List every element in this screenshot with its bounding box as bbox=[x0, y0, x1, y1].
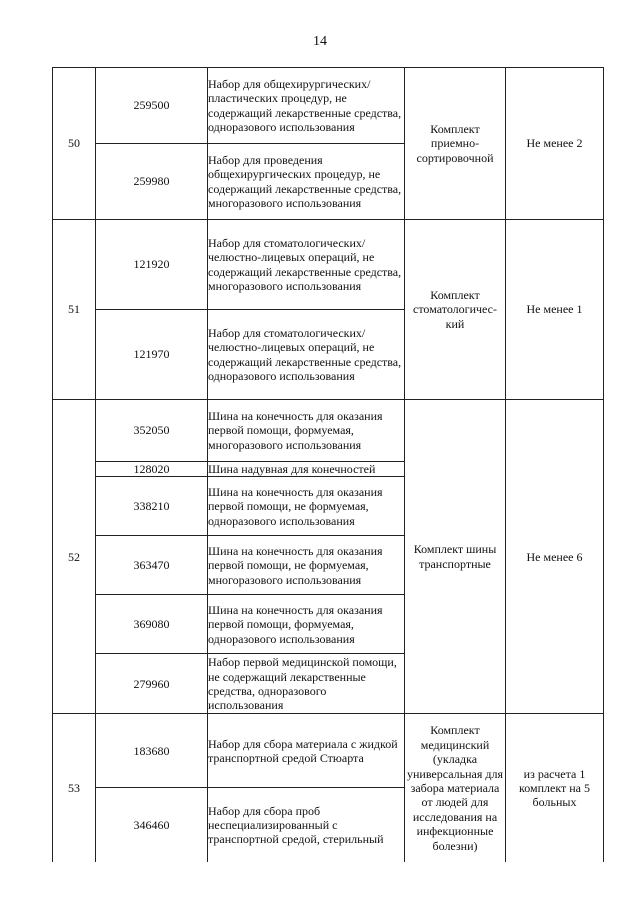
item-code: 352050 bbox=[96, 400, 208, 462]
item-code: 338210 bbox=[96, 477, 208, 536]
item-code: 363470 bbox=[96, 536, 208, 595]
item-name: Набор для стоматологических/челюстно-лицевых операций, не содержащий лекарственные средства, одноразового использования bbox=[208, 310, 405, 400]
item-code: 121970 bbox=[96, 310, 208, 400]
item-code: 259500 bbox=[96, 68, 208, 144]
item-name: Шина на конечность для оказания первой помощи, не формуемая, многоразового использования bbox=[208, 536, 405, 595]
row-number: 53 bbox=[53, 714, 96, 862]
row-number: 50 bbox=[53, 68, 96, 220]
item-code: 121920 bbox=[96, 220, 208, 310]
table-row bbox=[53, 714, 604, 788]
row-number: 51 bbox=[53, 220, 96, 400]
kit-name: Комплект медицинский (укладка универсальная для забора материала от людей для исследования на инфекционные болезни) bbox=[405, 714, 506, 862]
quantity: Не менее 2 bbox=[506, 68, 604, 220]
quantity: Не менее 1 bbox=[506, 220, 604, 400]
item-code: 346460 bbox=[96, 788, 208, 862]
quantity: из расчета 1 комплект на 5 больных bbox=[506, 714, 604, 862]
row-number: 52 bbox=[53, 400, 96, 714]
item-name: Набор первой медицинской помощи, не содержащий лекарственные средства, одноразового использования bbox=[208, 654, 405, 714]
equipment-table bbox=[52, 67, 604, 862]
kit-name: Комплект шины транспортные bbox=[405, 400, 506, 714]
item-code: 279960 bbox=[96, 654, 208, 714]
item-name: Шина на конечность для оказания первой помощи, формуемая, многоразового использования bbox=[208, 400, 405, 462]
item-name: Набор для сбора материала с жидкой транспортной средой Стюарта bbox=[208, 714, 405, 788]
item-name: Набор для общехирургических/пластических процедур, не содержащий лекарственные средства, одноразового использования bbox=[208, 68, 405, 144]
item-code: 369080 bbox=[96, 595, 208, 654]
item-name: Набор для стоматологических/челюстно-лицевых операций, не содержащий лекарственные средства, многоразового использования bbox=[208, 220, 405, 310]
table-row bbox=[53, 220, 604, 310]
table-row bbox=[53, 400, 604, 462]
kit-name: Комплект стоматологичес-кий bbox=[405, 220, 506, 400]
item-code: 183680 bbox=[96, 714, 208, 788]
item-name: Набор для проведения общехирургических процедур, не содержащий лекарственные средства, многоразового использования bbox=[208, 144, 405, 220]
kit-name: Комплект приемно-сортировочной bbox=[405, 68, 506, 220]
item-code: 128020 bbox=[96, 462, 208, 477]
item-name: Набор для сбора проб неспециализированный с транспортной средой, стерильный bbox=[208, 788, 405, 862]
page-number: 14 bbox=[313, 34, 327, 49]
item-name: Шина на конечность для оказания первой помощи, формуемая, одноразового использования bbox=[208, 595, 405, 654]
item-name: Шина надувная для конечностей bbox=[208, 462, 405, 477]
table-row bbox=[53, 68, 604, 144]
quantity: Не менее 6 bbox=[506, 400, 604, 714]
item-code: 259980 bbox=[96, 144, 208, 220]
item-name: Шина на конечность для оказания первой помощи, не формуемая, одноразового использования bbox=[208, 477, 405, 536]
